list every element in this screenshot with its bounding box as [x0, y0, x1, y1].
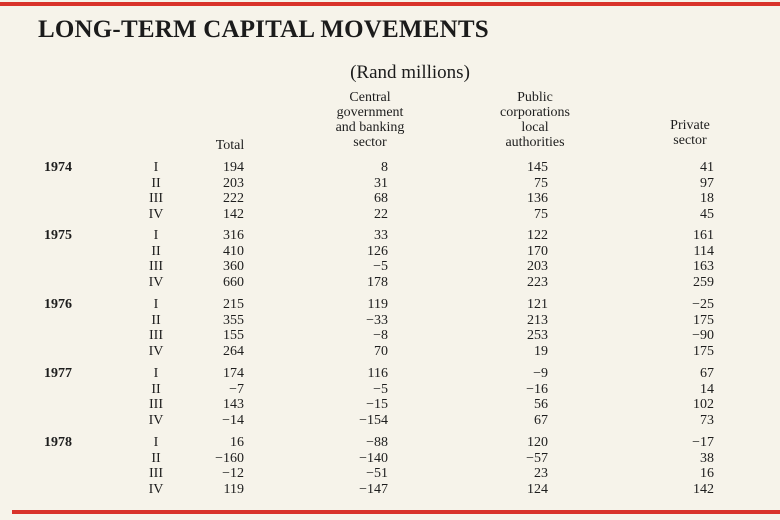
- central-cell: −140: [359, 450, 388, 466]
- public-cell: 253: [527, 328, 548, 344]
- quarter-cell: II: [151, 381, 161, 397]
- table-row: [0, 382, 780, 398]
- bottom-red-rule: [12, 510, 780, 514]
- total-cell: 143: [223, 397, 244, 413]
- table-row: [0, 397, 780, 413]
- total-cell: 264: [223, 343, 244, 359]
- public-cell: 120: [527, 435, 548, 450]
- total-cell: 660: [223, 274, 244, 290]
- private-cell: 73: [700, 412, 714, 428]
- public-cell: 75: [534, 206, 548, 222]
- total-cell: 215: [223, 297, 244, 312]
- central-cell: 119: [367, 297, 388, 312]
- public-cell: 67: [534, 412, 548, 428]
- central-cell: −5: [373, 259, 388, 275]
- total-cell: 174: [223, 366, 244, 381]
- central-cell: −51: [366, 466, 388, 482]
- private-cell: 175: [693, 312, 714, 328]
- private-cell: 259: [693, 274, 714, 290]
- central-cell: −15: [366, 397, 388, 413]
- total-cell: 194: [223, 160, 244, 175]
- total-cell: 222: [223, 191, 244, 207]
- central-cell: 116: [367, 366, 388, 381]
- quarter-cell: IV: [148, 274, 164, 290]
- header-public-line: Public: [517, 90, 553, 105]
- public-cell: 223: [527, 274, 548, 290]
- quarter-cell: II: [151, 312, 161, 328]
- total-cell: 16: [230, 435, 244, 450]
- private-cell: −17: [692, 435, 714, 450]
- table-row: [0, 344, 780, 360]
- table-row: [0, 160, 780, 176]
- header-central-line: and banking: [335, 120, 405, 135]
- central-cell: 8: [381, 160, 388, 175]
- total-cell: −12: [222, 466, 244, 482]
- table-row: [0, 313, 780, 329]
- public-cell: 23: [534, 466, 548, 482]
- header-private-sector: [650, 118, 730, 148]
- private-cell: 102: [693, 397, 714, 413]
- table-row: [0, 451, 780, 467]
- central-cell: −33: [366, 312, 388, 328]
- total-cell: −7: [229, 381, 244, 397]
- public-cell: 122: [527, 228, 548, 243]
- public-cell: 213: [527, 312, 548, 328]
- header-central-line: government: [336, 105, 404, 120]
- table-row: [0, 207, 780, 223]
- private-cell: −90: [692, 328, 714, 344]
- central-cell: 178: [367, 274, 388, 290]
- central-cell: 68: [374, 191, 388, 207]
- total-cell: 355: [223, 312, 244, 328]
- year-label: 1977: [44, 366, 72, 381]
- total-cell: −14: [222, 412, 244, 428]
- header-central-government: [310, 90, 430, 150]
- header-public-line: corporations: [500, 105, 570, 120]
- central-cell: −8: [373, 328, 388, 344]
- private-cell: 16: [700, 466, 714, 482]
- header-total: Total: [215, 138, 245, 153]
- private-cell: 114: [693, 243, 714, 259]
- total-cell: 316: [223, 228, 244, 243]
- header-public-line: local: [521, 120, 549, 135]
- quarter-cell: IV: [148, 481, 164, 497]
- public-cell: 124: [527, 481, 548, 497]
- private-cell: 38: [700, 450, 714, 466]
- central-cell: 22: [374, 206, 388, 222]
- central-cell: 33: [374, 228, 388, 243]
- table-row: [0, 176, 780, 192]
- public-cell: 56: [534, 397, 548, 413]
- private-cell: 18: [700, 191, 714, 207]
- header-central-line: Central: [349, 90, 391, 105]
- table-row: [0, 482, 780, 498]
- quarter-cell: I: [153, 435, 159, 450]
- total-cell: −160: [215, 450, 244, 466]
- private-cell: 161: [693, 228, 714, 243]
- central-cell: 70: [374, 343, 388, 359]
- public-cell: −57: [526, 450, 548, 466]
- central-cell: −88: [366, 435, 388, 450]
- table-row: [0, 413, 780, 429]
- total-cell: 155: [223, 328, 244, 344]
- public-cell: 136: [527, 191, 548, 207]
- central-cell: −5: [373, 381, 388, 397]
- quarter-cell: III: [149, 259, 163, 275]
- quarter-cell: IV: [148, 343, 164, 359]
- public-cell: 19: [534, 343, 548, 359]
- quarter-cell: III: [149, 328, 163, 344]
- public-cell: 170: [527, 243, 548, 259]
- year-group: [0, 366, 780, 430]
- header-central-line: sector: [353, 135, 387, 150]
- private-cell: 45: [700, 206, 714, 222]
- header-public-corporations: [470, 90, 600, 150]
- table-row: [0, 259, 780, 275]
- private-cell: 163: [693, 259, 714, 275]
- table-row: [0, 191, 780, 207]
- total-cell: 360: [223, 259, 244, 275]
- quarter-cell: IV: [148, 206, 164, 222]
- year-group: [0, 297, 780, 361]
- table-row: [0, 328, 780, 344]
- year-label: 1976: [44, 297, 72, 312]
- public-cell: 203: [527, 259, 548, 275]
- table-row: [0, 435, 780, 451]
- quarter-cell: II: [151, 450, 161, 466]
- quarter-cell: III: [149, 466, 163, 482]
- quarter-cell: I: [153, 366, 159, 381]
- total-cell: 119: [223, 481, 244, 497]
- public-cell: −9: [533, 366, 548, 381]
- quarter-cell: III: [149, 397, 163, 413]
- central-cell: 31: [374, 175, 388, 191]
- private-cell: 142: [693, 481, 714, 497]
- quarter-cell: II: [151, 243, 161, 259]
- public-cell: 121: [527, 297, 548, 312]
- private-cell: −25: [692, 297, 714, 312]
- private-cell: 175: [693, 343, 714, 359]
- private-cell: 41: [700, 160, 714, 175]
- private-cell: 97: [700, 175, 714, 191]
- page-title: LONG-TERM CAPITAL MOVEMENTS: [38, 16, 489, 43]
- header-public-line: authorities: [505, 135, 565, 150]
- year-group: [0, 228, 780, 292]
- quarter-cell: I: [153, 228, 159, 243]
- table-row: [0, 228, 780, 244]
- year-group: [0, 160, 780, 224]
- year-label: 1975: [44, 228, 72, 243]
- private-cell: 67: [700, 366, 714, 381]
- total-cell: 410: [223, 243, 244, 259]
- public-cell: 75: [534, 175, 548, 191]
- public-cell: 145: [527, 160, 548, 175]
- units-subtitle: (Rand millions): [350, 62, 470, 83]
- public-cell: −16: [526, 381, 548, 397]
- header-private-line: Private: [670, 118, 710, 133]
- table-row: [0, 466, 780, 482]
- year-label: 1974: [44, 160, 72, 175]
- quarter-cell: IV: [148, 412, 164, 428]
- total-cell: 142: [223, 206, 244, 222]
- central-cell: −154: [359, 412, 388, 428]
- table-row: [0, 244, 780, 260]
- quarter-cell: III: [149, 191, 163, 207]
- quarter-cell: I: [153, 297, 159, 312]
- table-row: [0, 297, 780, 313]
- quarter-cell: I: [153, 160, 159, 175]
- header-private-line: sector: [673, 133, 707, 148]
- year-label: 1978: [44, 435, 72, 450]
- top-red-rule: [0, 2, 780, 6]
- private-cell: 14: [700, 381, 714, 397]
- total-cell: 203: [223, 175, 244, 191]
- table-row: [0, 366, 780, 382]
- quarter-cell: II: [151, 175, 161, 191]
- table-row: [0, 275, 780, 291]
- year-group: [0, 435, 780, 499]
- central-cell: −147: [359, 481, 388, 497]
- central-cell: 126: [367, 243, 388, 259]
